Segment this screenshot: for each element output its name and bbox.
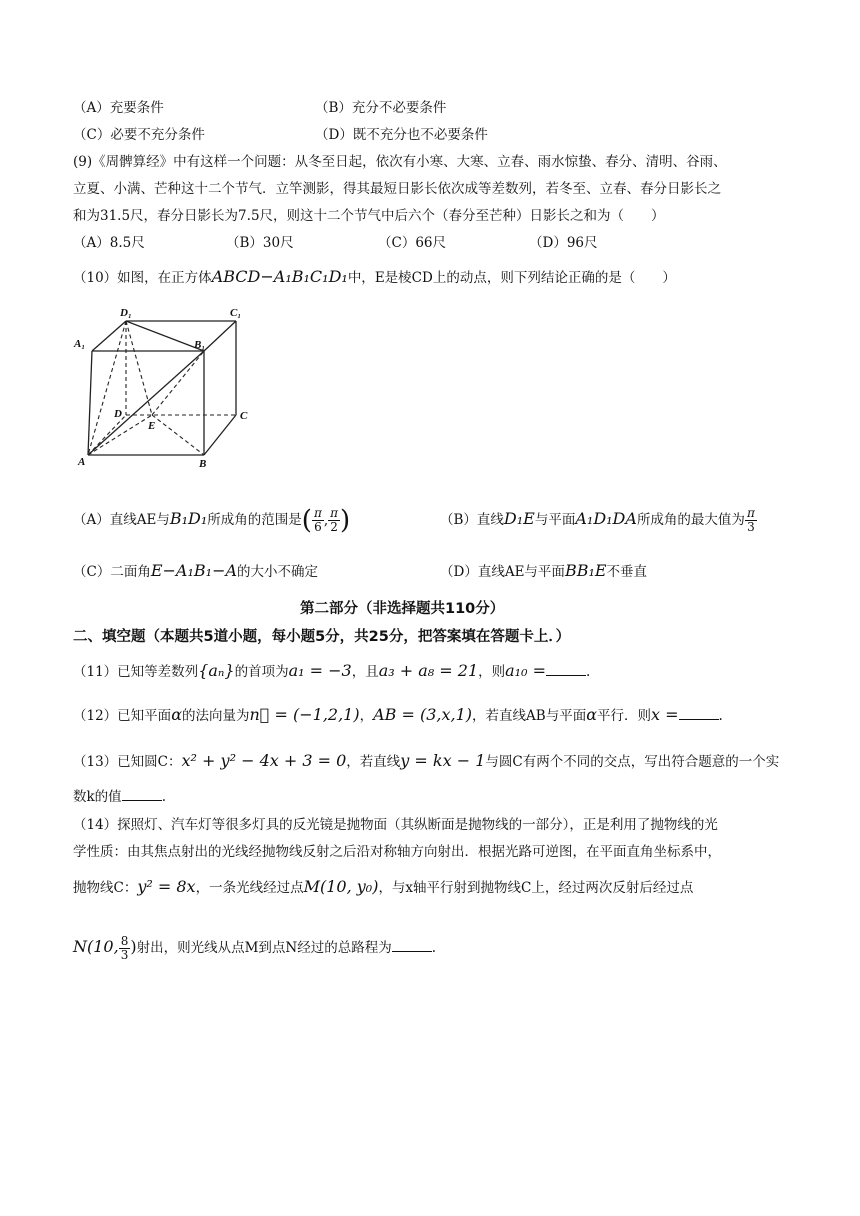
q14-frac-den: 3 — [120, 948, 129, 962]
q10-option-a: （A）直线AE与B₁D₁所成角的范围是( $\frac{\pi}{6}$ , $\frac{\pi}{2}$ ) — [73, 505, 351, 536]
q12 — [73, 706, 723, 725]
q10-option-a-rparen: ) — [340, 505, 351, 536]
q9-line-2: 立夏、小满、芒种这十二个节气．立竿测影，得其最短日影长依次成等差数列，若冬至、立春、春分日影长之 — [73, 181, 721, 197]
q14-point-m: M(10, y₀) — [303, 877, 379, 896]
q11 — [73, 662, 590, 681]
q10-option-c-post: 的大小不确定 — [237, 564, 319, 580]
label-a: A — [78, 456, 86, 468]
hidden-segment-e-b — [152, 415, 204, 455]
q10-option-a-pre: （A）直线AE与 — [73, 512, 170, 528]
q12-end: . — [718, 708, 723, 724]
q11-eq2: a₃ + a₈ = 21 — [378, 661, 479, 680]
hidden-segment-e-b1 — [152, 351, 204, 415]
q10-stem-mid: 中， — [347, 270, 375, 286]
label-c1: C₁ — [230, 307, 242, 319]
q8-option-c: （C）必要不充分条件 — [73, 127, 205, 143]
q14-answer-blank[interactable] — [392, 939, 432, 952]
q10-option-d-pre: （D）直线AE与平面 — [440, 564, 565, 580]
label-b1: B₁ — [194, 339, 206, 351]
q12-vector-ab: AB = (3,x,1) — [373, 705, 473, 724]
q11-answer-blank[interactable] — [546, 663, 586, 676]
q11-mid1: 的首项为 — [234, 664, 289, 680]
q10-option-a-frac-2 — [328, 507, 340, 534]
q13-line-1 — [73, 752, 779, 771]
q11-pre: （11）已知等差数列 — [73, 664, 199, 680]
q14-end: . — [431, 940, 437, 956]
q12-x: x = — [651, 705, 679, 724]
q12-alpha: α — [171, 705, 182, 724]
q10-option-a-frac-1 — [312, 507, 324, 534]
label-d: D — [114, 408, 122, 420]
q14-frac-num: 8 — [120, 934, 129, 948]
part-two-title: 第二部分（非选择题共110分） — [300, 601, 505, 617]
fill-in-section-heading: 二、填空题（本题共5道小题，每小题5分，共25分，把答案填在答题卡上．） — [73, 629, 571, 645]
q10-cube-name: ABCD−A₁B₁C₁D₁ — [211, 267, 348, 286]
q12-answer-blank[interactable] — [679, 707, 719, 720]
q9-option-a: （A）8.5尺 — [73, 235, 145, 251]
q10-option-c-angle: E−A₁B₁−A — [150, 561, 238, 580]
q13-line-eq: y = kx − 1 — [400, 751, 486, 770]
q14-l4-post: 射出，则光线从点M到点N经过的总路程为 — [136, 940, 392, 956]
q13-line2-pre: 数k的值 — [73, 789, 122, 805]
frac-1-den: 6 — [314, 520, 322, 534]
q14-l3-pre: 抛物线C： — [73, 880, 138, 896]
q10-option-a-b1d1: B₁D₁ — [169, 509, 208, 528]
q14-point-n-pre: N(10, — [73, 937, 119, 956]
q14-l3-mid: ，一条光线经过点 — [195, 880, 304, 896]
q11-eq1: a₁ = −3 — [288, 661, 352, 680]
q10-option-b-frac — [745, 507, 757, 534]
label-e: E — [148, 420, 156, 432]
q11-mid3: ，则 — [478, 664, 506, 680]
q8-option-b: （B）充分不必要条件 — [315, 100, 447, 116]
segment-d1-b1 — [126, 321, 204, 351]
q10-option-b-post: 所成角的最大值为 — [636, 512, 745, 528]
frac-1-num: π — [313, 506, 322, 520]
label-d1: D₁ — [120, 307, 132, 319]
q12-pre: （12）已知平面 — [73, 708, 172, 724]
q13-circle-eq: x² + y² − 4x + 3 = 0 — [181, 751, 347, 770]
q12-sep: ， — [359, 708, 374, 724]
q10-stem — [73, 268, 676, 287]
q13-mid2: 与圆C有两个不同的交点，写出符合题意的一个实 — [485, 754, 780, 770]
q12-mid2: ，若直线AB与平面 — [472, 708, 587, 724]
q14-point-n-close: ) — [130, 937, 137, 956]
q11-eq3: a₁₀ = — [505, 661, 546, 680]
q10-option-d — [440, 562, 647, 581]
q10-option-b — [440, 507, 757, 534]
q9-line-3: 和为31.5尺，春分日影长为7.5尺，则这十二个节气中后六个（春分至芒种）日影长之和为（ ） — [73, 208, 665, 224]
q12-mid3: 平行．则 — [597, 708, 652, 724]
q14-line-4 — [73, 935, 436, 962]
q9-option-b: （B）30尺 — [226, 235, 294, 251]
q14-line-2: 学性质：由其焦点射出的光线经抛物线反射之后沿对称轴方向射出．根据光路可逆图，在平面直角坐标系中， — [73, 844, 721, 860]
q10-option-c-pre: （C）二面角 — [73, 564, 151, 580]
q10-option-b-pre: （B）直线 — [440, 512, 504, 528]
q13-line-2 — [73, 788, 166, 806]
q10-option-c — [73, 562, 318, 581]
q12-mid1: 的法向量为 — [182, 708, 250, 724]
q13-pre: （13）已知圆C： — [73, 754, 182, 770]
q14-line-3 — [73, 878, 693, 897]
hidden-segment-a-e — [88, 415, 152, 455]
q10-option-d-post: 不垂直 — [606, 564, 648, 580]
q9-option-d: （D）96尺 — [529, 235, 598, 251]
edge-b-c — [204, 415, 236, 455]
q9-option-c: （C）66尺 — [378, 235, 447, 251]
q10-stem-rest: E是棱CD上的动点，则下列结论正确的是（ ） — [374, 270, 676, 286]
q10-option-a-mid: 所成角的范围是 — [207, 512, 302, 528]
q10-option-b-d1e: D₁E — [503, 509, 535, 528]
label-a1: A₁ — [74, 338, 86, 350]
label-b: B — [199, 458, 207, 470]
q12-normal-vector: n⃗ = (−1,2,1) — [249, 705, 360, 724]
edge-b1-c1 — [204, 321, 236, 351]
q14-l3-post: ，与x轴平行射到抛物线C上，经过两次反射后经过点 — [378, 880, 694, 896]
q11-seq: {aₙ} — [198, 661, 235, 680]
q13-answer-blank[interactable] — [122, 788, 162, 801]
label-c: C — [240, 410, 248, 422]
q11-end: . — [585, 664, 591, 680]
q8-option-a: （A）充要条件 — [73, 100, 164, 116]
edge-a1-a — [88, 351, 92, 455]
frac-2-num: π — [330, 506, 339, 520]
edge-a1-d1 — [92, 321, 126, 351]
q10-option-b-mid: 与平面 — [534, 512, 576, 528]
q13-mid1: ，若直线 — [346, 754, 401, 770]
q10-option-d-plane: BB₁E — [564, 561, 607, 580]
cube-figure — [70, 305, 260, 475]
frac-b-num: π — [746, 506, 755, 520]
q11-mid2: ，且 — [351, 664, 379, 680]
q13-end: . — [161, 789, 166, 805]
q9-line-1: (9)《周髀算经》中有这样一个问题：从冬至日起，依次有小寒、大寒、立春、雨水惊蛰、春分、清明、谷雨、 — [73, 154, 727, 170]
q8-option-d: （D）既不充分也不必要条件 — [315, 127, 488, 143]
q10-option-a-lparen: ( — [301, 505, 312, 536]
q10-option-b-plane: A₁D₁DA — [575, 509, 637, 528]
q14-parabola: y² = 8x — [137, 877, 196, 896]
q10-stem-pre: （10）如图，在正方体 — [73, 270, 212, 286]
q12-alpha-2: α — [586, 705, 598, 724]
segment-a-b1 — [88, 351, 204, 455]
q14-line-1: （14）探照灯、汽车灯等很多灯具的反光镜是抛物面（其纵断面是抛物线的一部分），正是利用了抛物线的光 — [73, 817, 718, 833]
frac-2-den: 2 — [330, 520, 338, 534]
frac-b-den: 3 — [747, 520, 755, 534]
q14-point-n-frac — [119, 935, 131, 962]
